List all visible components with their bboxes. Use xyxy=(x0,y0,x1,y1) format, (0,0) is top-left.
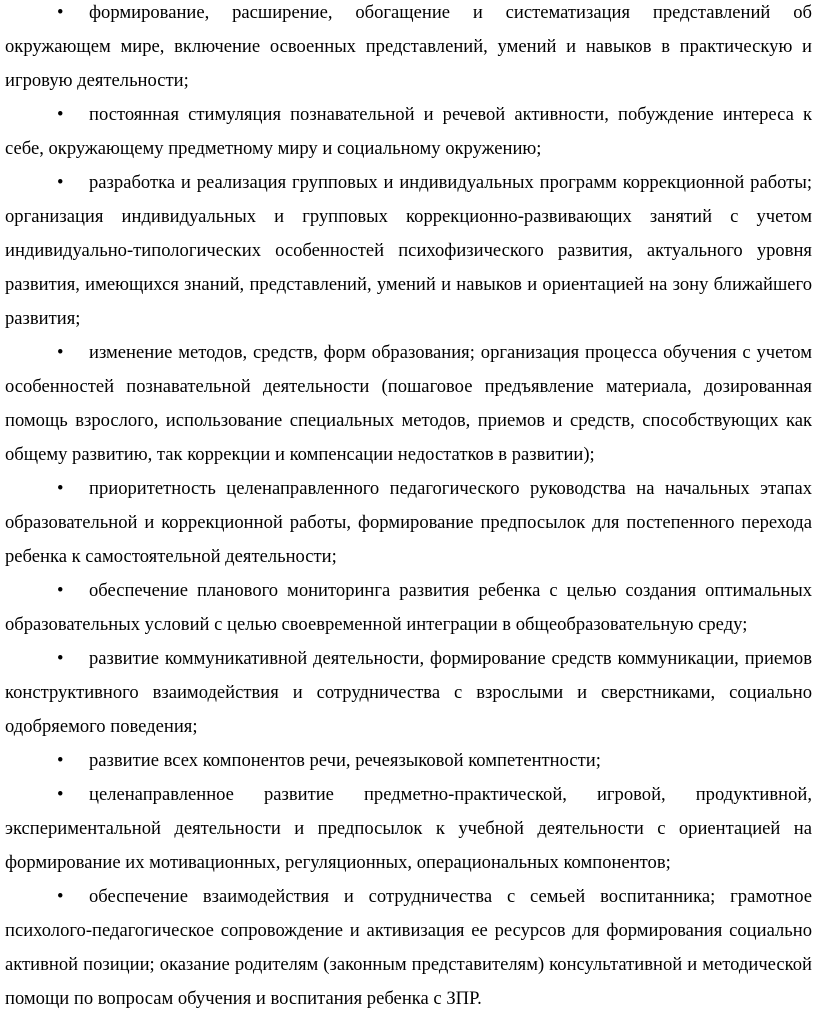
list-item-text: формирование, расширение, обогащение и систематизация представлений об окружающем мире, включение освоенных представлений, умений и навыков в практическую и игровую деятельности; xyxy=(5,2,812,91)
list-item-text: обеспечение взаимодействия и сотрудничества с семьей воспитанника; грамотное психолого-педагогическое сопровождение и активизация ее ресурсов для формирования социально активной позиции; оказание родителям (законным представителям) консультативной и методической помощи по вопросам обучения и воспитания ребенка с ЗПР. xyxy=(5,886,812,1009)
bullet-icon: • xyxy=(57,784,64,805)
bullet-icon: • xyxy=(57,172,64,193)
list-item xyxy=(5,98,812,166)
list-item xyxy=(5,336,812,472)
list-item xyxy=(5,880,812,1016)
list-item-text: обеспечение планового мониторинга развития ребенка с целью создания оптимальных образовательных условий с целью своевременной интеграции в общеобразовательную среду; xyxy=(5,580,812,635)
list-item-text: развитие всех компонентов речи, речеязыковой компетентности; xyxy=(89,750,601,771)
list-item xyxy=(5,0,812,98)
bullet-icon: • xyxy=(57,886,64,907)
bullet-icon: • xyxy=(57,104,64,125)
list-item-text: изменение методов, средств, форм образования; организация процесса обучения с учетом особенностей познавательной деятельности (пошаговое предъявление материала, дозированная помощь взрослого, использование специальных методов, приемов и средств, способствующих как общему развитию, так коррекции и компенсации недостатков в развитии); xyxy=(5,342,812,465)
list-item xyxy=(5,472,812,574)
list-item-text: развитие коммуникативной деятельности, формирование средств коммуникации, приемов конструктивного взаимодействия и сотрудничества с взрослыми и сверстниками, социально одобряемого поведения; xyxy=(5,648,812,737)
list-item xyxy=(5,778,812,880)
list-item xyxy=(5,166,812,336)
bullet-icon: • xyxy=(57,580,64,601)
bullet-icon: • xyxy=(57,2,64,23)
bullet-icon: • xyxy=(57,342,64,363)
list-item-text: целенаправленное развитие предметно-практической, игровой, продуктивной, экспериментальной деятельности и предпосылок к учебной деятельности с ориентацией на формирование их мотивационных, регуляционных, операциональных компонентов; xyxy=(5,784,812,873)
list-item-text: разработка и реализация групповых и индивидуальных программ коррекционной работы; организация индивидуальных и групповых коррекционно-развивающих занятий с учетом индивидуально-типологических особенностей психофизического развития, актуального уровня развития, имеющихся знаний, представлений, умений и навыков и ориентацией на зону ближайшего развития; xyxy=(5,172,812,329)
list-item-text: приоритетность целенаправленного педагогического руководства на начальных этапах образовательной и коррекционной работы, формирование предпосылок для постепенного перехода ребенка к самостоятельной деятельности; xyxy=(5,478,812,567)
bullet-icon: • xyxy=(57,750,64,771)
list-item-text: постоянная стимуляция познавательной и речевой активности, побуждение интереса к себе, окружающему предметному миру и социальному окружению; xyxy=(5,104,812,159)
bullet-icon: • xyxy=(57,478,64,499)
list-item xyxy=(5,642,812,744)
list-item xyxy=(5,574,812,642)
list-item xyxy=(5,744,812,778)
bullet-icon: • xyxy=(57,648,64,669)
